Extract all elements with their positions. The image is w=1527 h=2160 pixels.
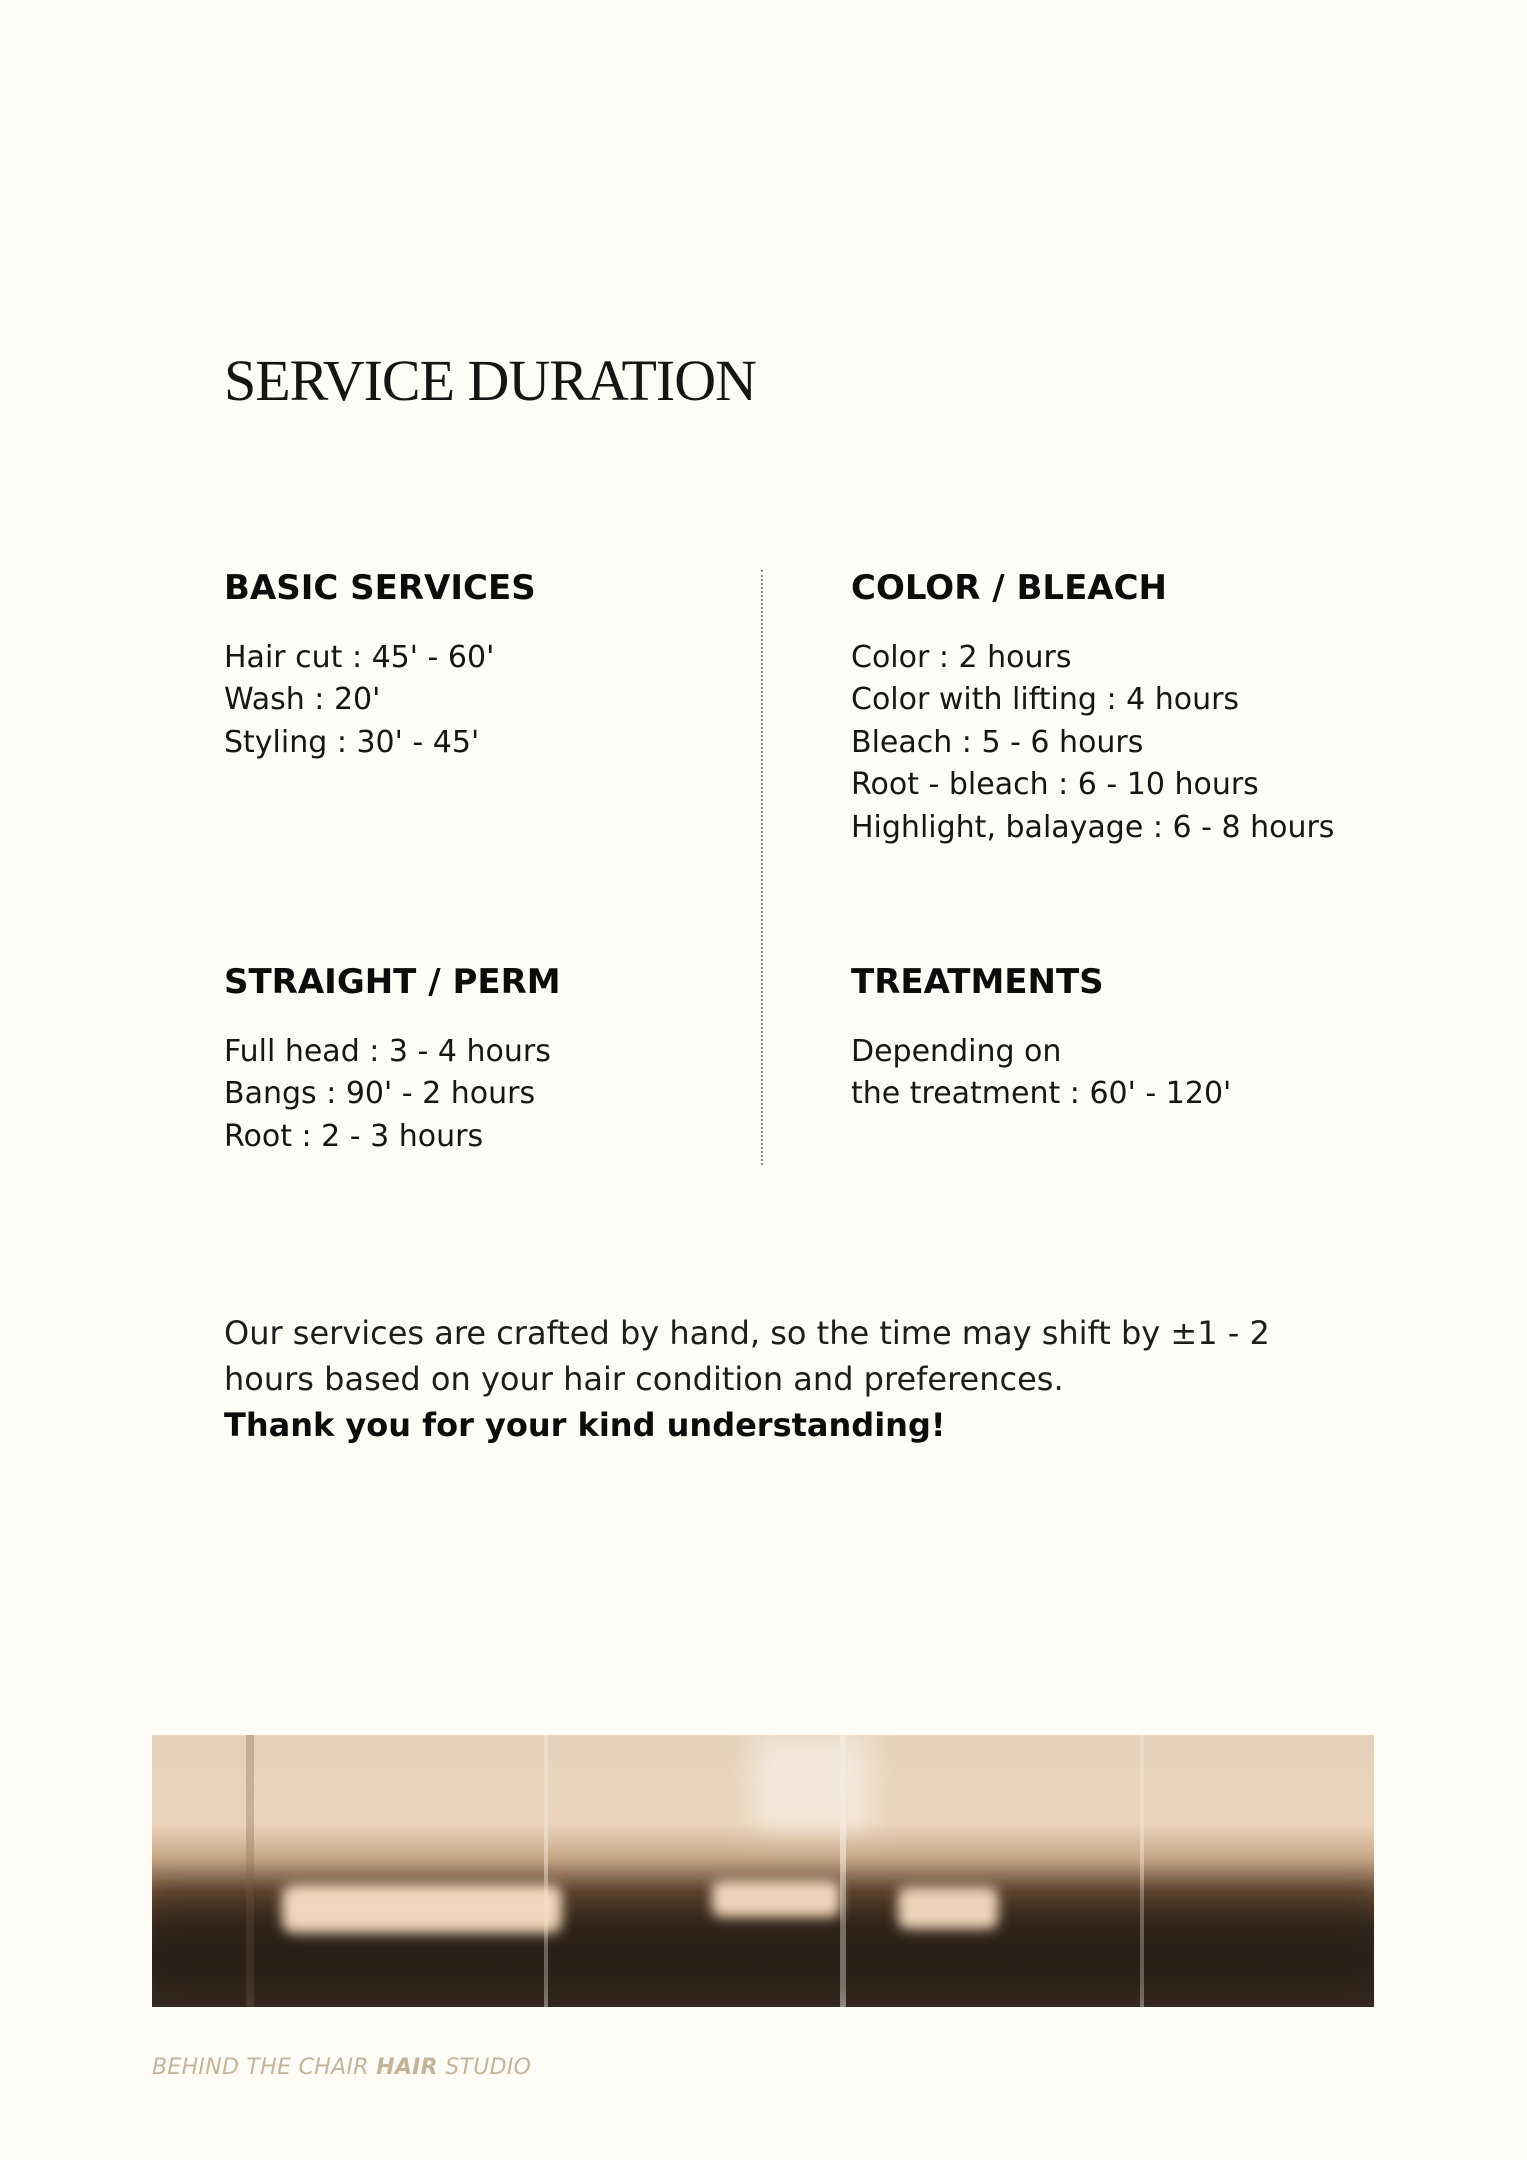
section-heading: TREATMENTS (851, 962, 1104, 1002)
salon-photo-art (152, 1735, 1374, 2007)
section-color-bleach (851, 568, 1411, 849)
service-item: Hair cut : 45' - 60' (224, 639, 495, 675)
light-reflection (712, 1881, 840, 1917)
thank-you-line: Thank you for your kind understanding! (224, 1406, 946, 1444)
section-heading: BASIC SERVICES (224, 568, 536, 608)
service-item: Bangs : 90' - 2 hours (224, 1076, 536, 1112)
service-item: Root - bleach : 6 - 10 hours (851, 767, 1259, 803)
service-item: Color : 2 hours (851, 639, 1072, 675)
section-straight-perm (224, 962, 784, 1158)
service-item: Bleach : 5 - 6 hours (851, 724, 1144, 760)
service-item: Depending on (851, 1033, 1062, 1069)
service-item: Color with lifting : 4 hours (851, 682, 1240, 718)
service-item: Wash : 20' (224, 682, 381, 718)
disclaimer-note (224, 1310, 1324, 1448)
light-reflection (898, 1887, 998, 1929)
service-item: Styling : 30' - 45' (224, 724, 480, 760)
service-list (851, 1031, 1411, 1116)
salon-photo (152, 1735, 1374, 2007)
service-list (851, 637, 1411, 850)
service-item: the treatment : 60' - 120' (851, 1076, 1232, 1112)
service-list (224, 637, 784, 765)
light-reflection (282, 1885, 562, 1933)
footer-text: BEHIND THE CHAIR (152, 2055, 369, 2080)
section-heading: COLOR / BLEACH (851, 568, 1168, 608)
footer-brand (152, 2055, 531, 2080)
service-item: Highlight, balayage : 6 - 8 hours (851, 809, 1335, 845)
section-treatments (851, 962, 1411, 1116)
note-line: Our services are crafted by hand, so the time may shift by ±1 - 2 (224, 1314, 1270, 1352)
section-heading: STRAIGHT / PERM (224, 962, 561, 1002)
service-item: Full head : 3 - 4 hours (224, 1033, 551, 1069)
section-basic-services (224, 568, 784, 764)
footer-text-bold: HAIR (376, 2055, 438, 2080)
note-line: hours based on your hair condition and preferences. (224, 1360, 1064, 1398)
page-title: SERVICE DURATION (224, 348, 756, 413)
bright-window (752, 1735, 872, 1830)
service-item: Root : 2 - 3 hours (224, 1118, 484, 1154)
service-list (224, 1031, 784, 1159)
footer-text: STUDIO (445, 2055, 532, 2080)
